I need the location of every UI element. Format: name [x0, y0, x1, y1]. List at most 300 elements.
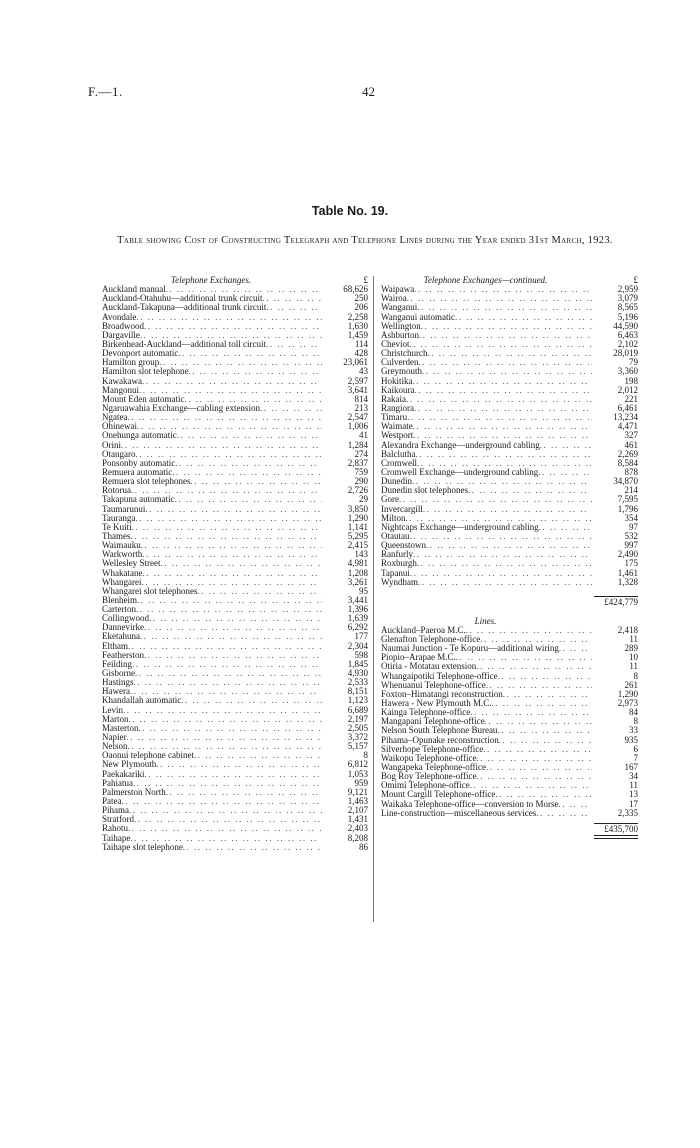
row-value: 2,837: [347, 457, 368, 468]
dot-leader: [190, 477, 322, 486]
row-name: Nelson: [102, 741, 128, 752]
row-value: 3,360: [617, 366, 638, 377]
row-name: Culverden: [381, 357, 419, 368]
row-value: 274: [354, 448, 368, 459]
table-row: [102, 532, 368, 541]
row-value: 2,107: [347, 805, 368, 816]
dot-leader: [538, 468, 592, 477]
dot-leader: [144, 322, 322, 331]
dot-leader: [128, 824, 322, 833]
table-row: [102, 505, 368, 514]
dot-leader: [178, 349, 322, 358]
table-row: [102, 623, 368, 632]
row-value: 8,151: [347, 686, 368, 697]
row-name: Featherston: [102, 649, 144, 660]
dot-leader: [416, 450, 593, 459]
dot-leader: [470, 708, 592, 717]
row-name: Devonport automatic: [102, 348, 179, 359]
row-name: Blenheim: [102, 594, 137, 605]
row-value: 2,197: [347, 713, 368, 724]
row-value: 1,845: [347, 658, 368, 669]
row-value: 41: [359, 430, 368, 441]
row-value: 13,234: [613, 412, 638, 423]
row-name: Rangiora: [381, 402, 414, 413]
dot-leader: [536, 809, 592, 818]
table-row: [102, 678, 368, 687]
dot-leader: [417, 559, 592, 568]
dot-leader: [135, 669, 322, 678]
dot-leader: [415, 386, 593, 395]
row-name: Tauranga: [102, 512, 136, 523]
row-name: Ngaruawahia Exchange—cabling extension: [102, 402, 260, 413]
row-name: Ngatea: [102, 412, 128, 423]
table-caption: Table showing Cost of Constructing Telegraph and Telephone Lines during the Year ended 31st March, 1923.: [117, 235, 613, 246]
table-row: [381, 404, 638, 413]
dot-leader: [132, 523, 322, 532]
table-row: [381, 468, 638, 477]
document-reference: F.—1.: [88, 84, 123, 99]
row-name: Hamilton group: [102, 357, 160, 368]
row-name: Roxburgh: [381, 558, 417, 569]
row-value: 6,461: [617, 402, 638, 413]
row-name: Hastings: [102, 677, 134, 688]
row-name: Whangarei slot telephones: [102, 585, 198, 596]
row-value: 11: [629, 661, 638, 672]
table-row: [381, 541, 638, 550]
row-name: Mangonui: [102, 384, 139, 395]
row-value: 34,870: [613, 476, 638, 487]
row-value: 814: [354, 393, 368, 404]
row-value: 11: [629, 634, 638, 645]
dot-leader: [419, 331, 592, 340]
row-value: 5,295: [347, 530, 368, 541]
dot-leader: [140, 632, 322, 641]
row-name: Taihape: [102, 832, 131, 843]
row-name: New Plymouth: [102, 759, 157, 770]
left-heading-text: Telephone Exchanges.: [170, 275, 252, 285]
row-name: Mangapani Telephone-office: [381, 716, 485, 727]
row-name: Orini: [102, 439, 121, 450]
table-row: [381, 505, 638, 514]
row-name: Eltham: [102, 640, 128, 651]
table-row: [381, 331, 638, 340]
row-value: 8: [633, 670, 638, 681]
table-row: [102, 523, 368, 532]
row-value: 289: [624, 643, 638, 654]
row-value: 143: [354, 549, 368, 560]
row-value: 1,290: [347, 512, 368, 523]
dot-leader: [129, 806, 322, 815]
dot-leader: [499, 736, 592, 745]
row-value: 1,123: [347, 695, 368, 706]
exchanges-total: £424,779: [604, 596, 638, 607]
dot-leader: [485, 717, 592, 726]
dot-leader: [413, 550, 592, 559]
dot-leader: [188, 367, 322, 376]
table-row: [102, 587, 368, 596]
dot-leader: [406, 395, 592, 404]
table-row: [102, 815, 368, 824]
dot-leader: [172, 468, 322, 477]
row-name: Auckland manual: [102, 284, 166, 295]
row-name: Christchurch: [381, 348, 428, 359]
dot-leader: [407, 294, 592, 303]
row-value: 1,431: [347, 814, 368, 825]
row-value: 114: [354, 338, 368, 349]
table-title: Table No. 19.: [311, 204, 389, 218]
row-value: 2,418: [617, 624, 638, 635]
row-name: Ponsonby automatic: [102, 457, 176, 468]
right-rows: [381, 285, 638, 587]
row-name: Kawakawa: [102, 375, 142, 386]
row-value: 1,290: [617, 688, 638, 699]
row-value: 79: [629, 357, 638, 368]
dot-leader: [194, 751, 322, 760]
row-name: Levin: [102, 704, 123, 715]
row-name: Waipawa: [381, 284, 415, 295]
row-value: 2,490: [617, 549, 638, 560]
row-value: 6,689: [347, 704, 368, 715]
row-name: Mount Cargill Telephone-office: [381, 789, 496, 800]
table-row: [102, 660, 368, 669]
table-row: [381, 809, 638, 818]
row-value: 290: [354, 476, 368, 487]
table-row: [381, 578, 638, 587]
row-value: 177: [354, 631, 368, 642]
row-value: 1,396: [347, 604, 368, 615]
row-value: 2,304: [347, 640, 368, 651]
table-row: [102, 843, 368, 852]
row-name: Wanganui: [381, 302, 418, 313]
dot-leader: [559, 800, 592, 809]
row-value: 250: [354, 293, 368, 304]
row-value: 84: [629, 707, 638, 718]
row-name: Ranfurly: [381, 549, 413, 560]
row-name: Ashburton: [381, 329, 419, 340]
row-value: 8,584: [617, 457, 638, 468]
dot-leader: [183, 843, 322, 852]
row-value: 2,415: [347, 540, 368, 551]
dot-leader: [141, 541, 322, 550]
row-name: Otautau: [381, 530, 410, 541]
row-name: Cheviot: [381, 338, 410, 349]
row-value: 2,973: [617, 698, 638, 709]
row-name: Rotorua: [102, 485, 131, 496]
row-name: Cromwell Exchange—underground cabling: [381, 466, 539, 477]
row-name: Invercargill: [381, 503, 423, 514]
table-row: [102, 413, 368, 422]
right-column: [381, 276, 638, 839]
row-name: Remuera automatic: [102, 466, 173, 477]
row-name: Bog Roy Telephone-office: [381, 771, 477, 782]
row-name: Paekakariki: [102, 768, 145, 779]
row-value: 1,459: [347, 329, 368, 340]
row-value: 13: [629, 789, 638, 800]
row-name: Dannevirke: [102, 622, 144, 633]
dot-leader: [266, 303, 322, 312]
dot-leader: [135, 514, 322, 523]
row-value: 9,121: [347, 786, 368, 797]
dot-leader: [197, 587, 322, 596]
row-name: Onehunga automatic: [102, 430, 177, 441]
dot-leader: [175, 459, 322, 468]
dot-leader: [410, 569, 592, 578]
row-value: 4,471: [617, 421, 638, 432]
row-name: Waimauku: [102, 540, 141, 551]
dot-leader: [477, 772, 592, 781]
row-name: Wellington: [381, 320, 421, 331]
row-name: Auckland-Takapuna—additional trunk circuit: [102, 302, 267, 313]
row-name: Thames: [102, 530, 131, 541]
table-row: [102, 806, 368, 815]
row-name: Whakatane: [102, 567, 143, 578]
left-section-heading: [102, 276, 368, 285]
row-value: 1,796: [617, 503, 638, 514]
row-name: Piopio–Arapae M.C.: [381, 652, 456, 663]
table-row: [381, 441, 638, 450]
table-row: [381, 322, 638, 331]
row-name: Whangarei: [102, 576, 142, 587]
table-row: [381, 395, 638, 404]
row-value: 206: [354, 302, 368, 313]
dot-leader: [144, 651, 322, 660]
row-value: 7,595: [617, 494, 638, 505]
table-row: [102, 797, 368, 806]
row-name: Dunedin slot telephones: [381, 485, 468, 496]
page-number: 42: [362, 84, 375, 99]
row-value: 95: [359, 585, 368, 596]
table-row: [102, 788, 368, 797]
row-name: Auckland-Otahuhu—additional trunk circuit: [102, 293, 263, 304]
left-column: [102, 276, 368, 852]
dot-leader: [503, 690, 592, 699]
row-value: 428: [354, 348, 368, 359]
row-name: Palmerston North: [102, 786, 166, 797]
table-row: [102, 651, 368, 660]
table-row: [102, 477, 368, 486]
row-name: Milton: [381, 512, 406, 523]
row-value: 327: [624, 430, 638, 441]
row-value: 6,292: [347, 622, 368, 633]
row-name: Greymouth: [381, 366, 422, 377]
dot-leader: [149, 614, 322, 623]
dot-leader: [129, 715, 323, 724]
row-name: Waikopu Telephone-office: [381, 752, 477, 763]
row-value: 8: [633, 716, 638, 727]
row-name: Patea: [102, 796, 122, 807]
row-value: 5,196: [617, 311, 638, 322]
row-value: 354: [624, 512, 638, 523]
row-name: Queenstown: [381, 540, 426, 551]
row-value: 1,141: [347, 521, 368, 532]
row-name: Dunedin: [381, 476, 412, 487]
row-name: Hokitika: [381, 375, 413, 386]
row-name: Taihape slot telephone: [102, 841, 183, 852]
left-unit-label: £: [363, 275, 368, 285]
dot-leader: [134, 678, 323, 687]
row-name: Warkworth: [102, 549, 143, 560]
row-value: 878: [624, 466, 638, 477]
dot-leader: [136, 313, 322, 322]
dot-leader: [466, 626, 592, 635]
dot-leader: [139, 724, 323, 733]
table-row: [102, 733, 368, 742]
row-name: Pahiatua: [102, 777, 133, 788]
row-name: Pihama: [102, 805, 129, 816]
row-value: 261: [624, 679, 638, 690]
row-value: 17: [629, 798, 638, 809]
dot-leader: [422, 367, 592, 376]
row-value: 97: [629, 521, 638, 532]
dot-leader: [410, 340, 593, 349]
row-name: Alexandra Exchange—underground cabling: [381, 439, 540, 450]
table-row: [381, 285, 638, 294]
row-name: Wellesley Street: [102, 558, 161, 569]
row-name: Rahotu: [102, 823, 128, 834]
row-value: 3,261: [347, 576, 368, 587]
row-value: 3,641: [347, 384, 368, 395]
row-value: 8,208: [347, 832, 368, 843]
table-row: [102, 706, 368, 715]
row-name: Masterton: [102, 722, 139, 733]
table-row: [102, 514, 368, 523]
dot-leader: [127, 733, 323, 742]
dot-leader: [410, 532, 593, 541]
dot-leader: [123, 706, 322, 715]
row-value: 167: [624, 762, 638, 773]
dot-leader: [399, 495, 592, 504]
row-value: 1,630: [347, 320, 368, 331]
dot-leader: [455, 313, 592, 322]
dot-leader: [142, 569, 322, 578]
row-value: 28,019: [613, 348, 638, 359]
row-name: Hawera: [102, 686, 130, 697]
dot-leader: [181, 696, 322, 705]
table-row: [381, 349, 638, 358]
row-value: 1,208: [347, 567, 368, 578]
row-name: Eketahuna: [102, 631, 140, 642]
row-value: 1,463: [347, 796, 368, 807]
row-name: Pihama–Opunake reconstruction: [381, 734, 499, 745]
row-value: 2,533: [347, 677, 368, 688]
row-name: Westport: [381, 430, 414, 441]
table-row: [102, 322, 368, 331]
right-section-heading: [381, 276, 638, 285]
row-name: Timaru: [381, 412, 408, 423]
row-name: Cromwell: [381, 457, 417, 468]
row-name: Line-construction—miscellaneous services: [381, 807, 537, 818]
lines-rows: [381, 626, 638, 818]
table-row: [381, 294, 638, 303]
table-row: [102, 696, 368, 705]
dot-leader: [262, 294, 322, 303]
dot-leader: [419, 358, 593, 367]
row-name: Kainga Telephone-office: [381, 707, 471, 718]
row-name: Dargaville: [102, 329, 140, 340]
table-row: [381, 386, 638, 395]
row-value: 2,258: [347, 311, 368, 322]
row-name: Glenafton Telephone-office: [381, 634, 481, 645]
row-value: 43: [359, 366, 368, 377]
dot-leader: [136, 605, 322, 614]
dot-leader: [145, 505, 322, 514]
dot-leader: [413, 377, 593, 386]
row-name: Gore: [381, 494, 399, 505]
table-row: [102, 596, 368, 605]
row-value: 935: [624, 734, 638, 745]
row-name: Mount Eden automatic: [102, 393, 185, 404]
dot-leader: [428, 349, 593, 358]
row-name: Hamilton slot telephone: [102, 366, 189, 377]
row-value: 2,547: [347, 412, 368, 423]
dot-leader: [407, 413, 592, 422]
dot-leader: [559, 644, 592, 653]
dot-leader: [131, 532, 323, 541]
row-value: 8,565: [617, 302, 638, 313]
row-name: Tapanui: [381, 567, 410, 578]
row-value: 3,441: [347, 594, 368, 605]
row-value: 23,061: [343, 357, 368, 368]
row-value: 68,626: [343, 284, 368, 295]
row-value: 198: [624, 375, 638, 386]
table-row: [102, 569, 368, 578]
row-value: 1,006: [347, 421, 368, 432]
table-row: [102, 770, 368, 779]
dot-leader: [491, 699, 592, 708]
dot-leader: [137, 596, 322, 605]
row-name: Feilding: [102, 658, 133, 669]
column-divider: [373, 276, 374, 922]
row-value: 997: [624, 540, 638, 551]
table-row: [102, 377, 368, 386]
row-name: Wairoa: [381, 293, 407, 304]
row-value: 3,372: [347, 732, 368, 743]
dot-leader: [468, 486, 592, 495]
row-name: Kaikoura: [381, 384, 415, 395]
row-value: 33: [629, 725, 638, 736]
row-name: Birkenhead-Auckland—additional toll circuit: [102, 338, 266, 349]
row-name: Taumarunui: [102, 503, 146, 514]
dot-leader: [142, 550, 322, 559]
dot-leader: [421, 322, 592, 331]
dot-leader: [477, 754, 592, 763]
row-value: 221: [624, 393, 638, 404]
row-name: Takapuna automatic: [102, 494, 175, 505]
row-value: 1,053: [347, 768, 368, 779]
row-value: 759: [354, 466, 368, 477]
row-name: Wangapeka Telephone-office: [381, 762, 487, 773]
table-row: [102, 715, 368, 724]
row-value: 1,328: [617, 576, 638, 587]
table-row: [102, 669, 368, 678]
table-row: [381, 377, 638, 386]
row-value: 2,726: [347, 485, 368, 496]
dot-leader: [122, 797, 323, 806]
row-name: Khandallah automatic: [102, 695, 182, 706]
row-value: 175: [624, 558, 638, 569]
dot-leader: [413, 422, 592, 431]
table-row: [102, 632, 368, 641]
row-name: Remuera slot telephones: [102, 476, 191, 487]
row-value: 7: [633, 752, 638, 763]
row-value: 34: [629, 771, 638, 782]
dot-leader: [161, 559, 322, 568]
dot-leader: [540, 441, 592, 450]
row-name: Naumai Junction - Te Kopuru—additional wiring: [381, 643, 559, 654]
row-name: Auckland–Paeroa M.C.: [381, 624, 466, 635]
row-name: Gisborne: [102, 668, 135, 679]
row-name: Carterton: [102, 604, 136, 615]
